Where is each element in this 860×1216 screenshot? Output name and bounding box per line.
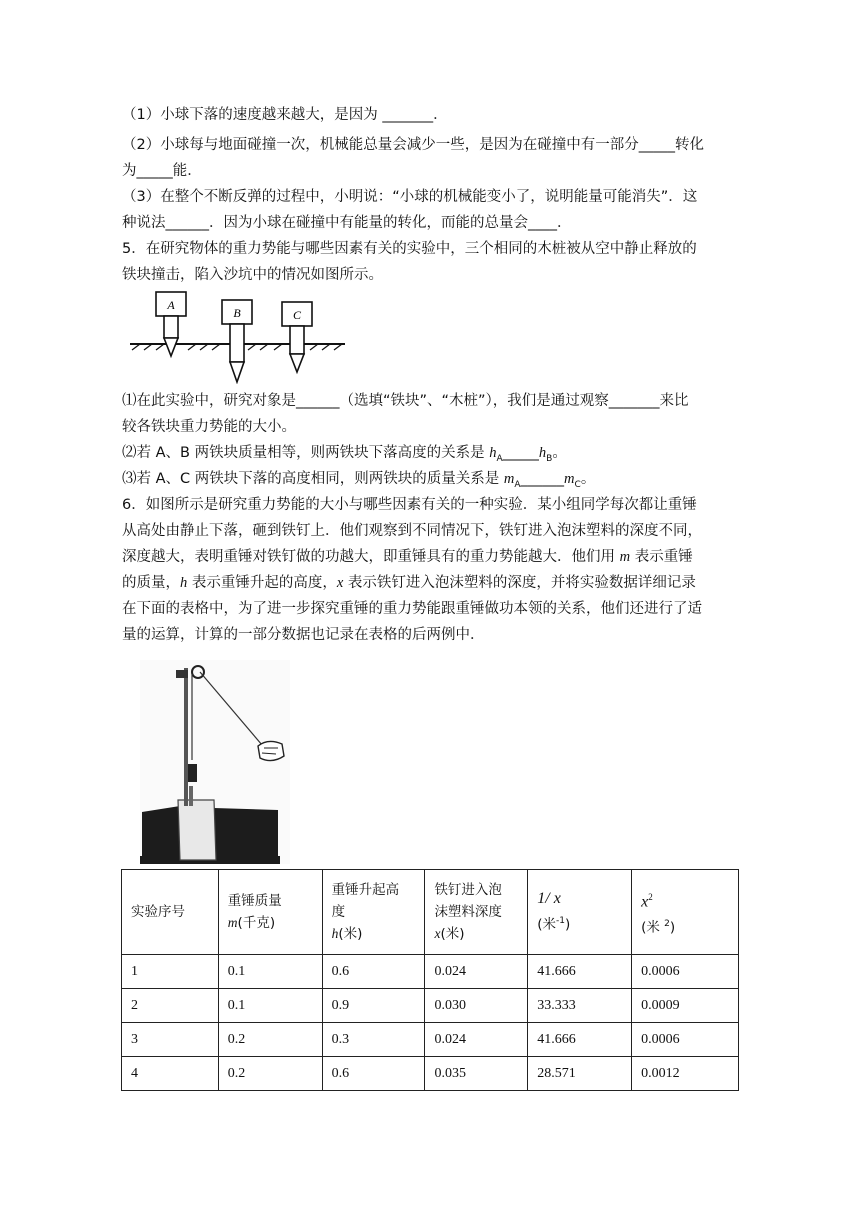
table-row: 2 0.1 0.9 0.030 33.333 0.0009 (122, 989, 739, 1023)
q4-line-5: 种说法______．因为小球在碰撞中有能量的转化，而能的总量会____． (122, 215, 572, 231)
q6-line-5: 在下面的表格中，为了进一步探究重锤的重力势能跟重锤做功本领的关系，他们还进行了适 (122, 601, 702, 617)
q5-sub2: ⑵若 A、B 两铁块质量相等，则两铁块下落高度的关系是 $h_A\_\_\_\_\_h_B$。 (122, 445, 567, 464)
table-row: 1 0.1 0.6 0.024 41.666 0.0006 (122, 955, 739, 989)
header-trial: 实验序号 (122, 870, 219, 955)
header-mass: 重锤质量 m(千克) (218, 870, 322, 955)
hammer-apparatus-photo (140, 660, 290, 864)
q4-line-3: 为_____能． (122, 163, 202, 179)
q5-line-2: 铁块撞击，陷入沙坑中的情况如图所示。 (122, 267, 383, 283)
q5-sub1-line-2: 较各铁块重力势能的大小。 (122, 419, 296, 435)
stake-b-label: B (233, 306, 241, 320)
table-row: 4 0.2 0.6 0.035 28.571 0.0012 (122, 1057, 739, 1091)
q4-line-2: （2）小球每与地面碰撞一次，机械能总量会减少一些，是因为在碰撞中有一部分_____转化 (122, 137, 704, 153)
q6-line-3: 深度越大，表明重锤对铁钉做的功越大，即重锤具有的重力势能越大．他们用 m 表示重锤 (122, 549, 693, 565)
header-depth-squared: $x^2$ (米 $^2$) (632, 870, 739, 955)
q6-line-6: 量的运算，计算的一部分数据也记录在表格的后两例中． (122, 627, 485, 643)
header-depth: 铁钉进入泡 沫塑料深度 x(米) (425, 870, 528, 955)
q4-line-1: （1）小球下落的速度越来越大，是因为 _______． (122, 107, 448, 123)
q5-sub1-line-1: ⑴在此实验中，研究对象是______（选填“铁块”、“木桩”），我们是通过观察_______来比 (122, 393, 689, 409)
q6-line-1: 6．如图所示是研究重力势能的大小与哪些因素有关的一种实验．某小组同学每次都让重锤 (122, 497, 697, 513)
header-reciprocal-depth: 1/ x (米$^{-1}$) (528, 870, 632, 955)
data-table (121, 869, 739, 1091)
q6-line-4: 的质量，h 表示重锤升起的高度，x 表示铁钉进入泡沫塑料的深度，并将实验数据详细记录 (122, 575, 696, 591)
q5-line-1: 5．在研究物体的重力势能与哪些因素有关的实验中，三个相同的木桩被从空中静止释放的 (122, 241, 697, 257)
stake-c-label: C (292, 308, 302, 322)
q6-line-2: 从高处由静止下落，砸到铁钉上．他们观察到不同情况下，铁钉进入泡沫塑料的深度不同， (122, 523, 702, 539)
q4-line-4: （3）在整个不断反弹的过程中，小明说：“小球的机械能变小了，说明能量可能消失”．这 (122, 189, 698, 205)
stakes-figure (130, 288, 350, 384)
table-header-row (122, 870, 739, 955)
header-height: 重锤升起高 度 h(米) (322, 870, 425, 955)
table-row: 3 0.2 0.3 0.024 41.666 0.0006 (122, 1023, 739, 1057)
q5-sub3: ⑶若 A、C 两铁块下落的高度相同，则两铁块的质量关系是 $m_A\_\_\_\_\_\_m_C$。 (122, 471, 596, 490)
stake-a-label: A (167, 298, 175, 312)
